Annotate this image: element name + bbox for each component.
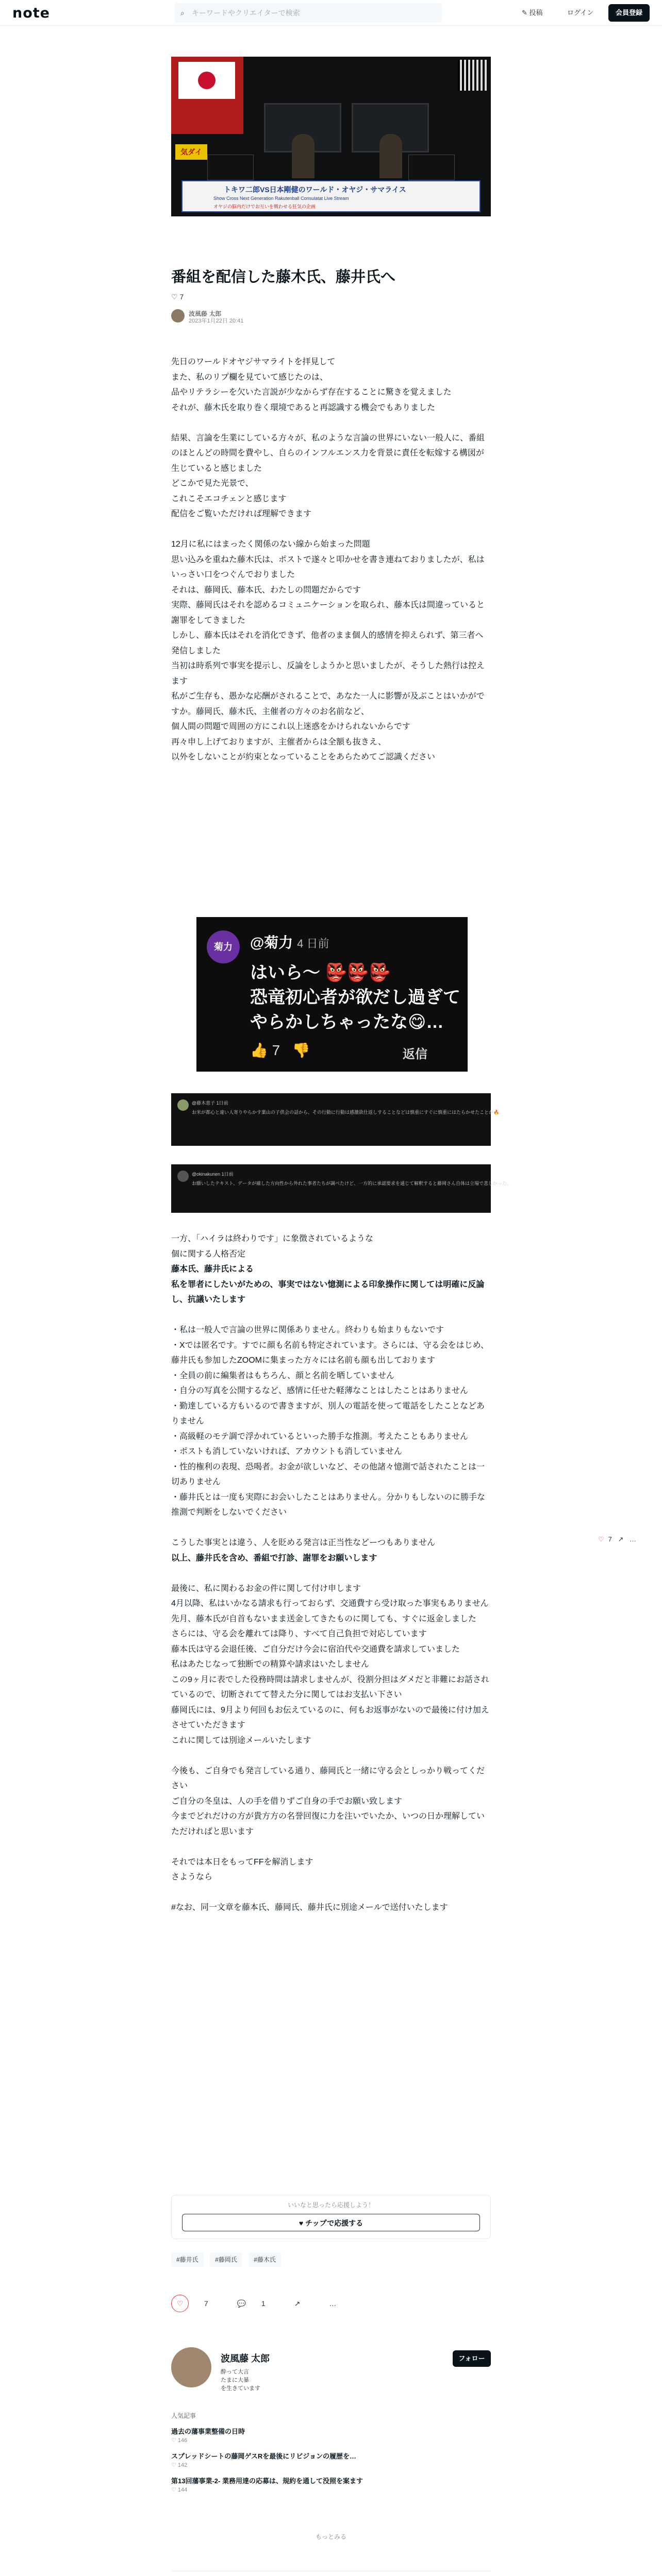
popular-item-likes: ♡ 142 (171, 2462, 188, 2468)
banner-title: トキワ二郎VS日本剛健のワールド・オヤジ・サマライス (224, 185, 406, 194)
commenter-avatar: 菊力 (207, 930, 240, 963)
paragraph: 12月に私にはまったく関係のない線から始まった問題 (171, 540, 370, 549)
popular-item[interactable]: スプレッドシートの藤岡ゲスRを最後にリビジョンの履歴を… (171, 2452, 356, 2460)
commenter-avatar-2 (177, 1099, 189, 1111)
paragraph: ・私は一般人で言論の世界に関係ありません。終わりも始まりもないです (171, 1326, 444, 1334)
share-button[interactable] (294, 2299, 314, 2308)
paragraph: #なお、同一文章を藤本氏、藤岡氏、藤井氏に別途メールで送付いたします (171, 1903, 448, 1912)
paragraph: こうした事実とは違う、人を貶める発言は正当性などーつもありません (171, 1538, 436, 1547)
commenter-avatar-3 (177, 1171, 189, 1182)
side-like-count: 7 (608, 1535, 612, 1543)
paragraph: ・高級軽のモテ調で浮かれているといった勝手な推測。考えたこともありません (171, 1432, 469, 1441)
paragraph: 藤本氏、藤井氏による (171, 1265, 254, 1274)
paragraph: 4月以降、私はいかなる請求も行っておらず、交通費すら受け取った事実もありません (171, 1599, 489, 1608)
banner-sub: Show Cross Next Generation Rakutenball Consulatat Live Stream (213, 196, 349, 201)
paragraph: それが、藤木氏を取り巻く環境であると再認識する機会でもありました (171, 403, 436, 412)
paragraph: 私を罪者にしたいがための、事実ではない憶測による印象操作に関しては明確に反論し、抗議いたします (171, 1280, 485, 1304)
paragraph: 思い込みを重ねた藤木氏は、ポストで遂々と叩かせを書き連ねておりましたが、私はいっさい口をつぐんでおりました (171, 555, 485, 579)
more-icon: … (329, 2299, 337, 2308)
speaker-right (408, 155, 455, 180)
like-button[interactable]: ♡ 7 (171, 2295, 222, 2312)
more-icon[interactable]: … (630, 1535, 637, 1543)
paragraph: 個に関する人格否定 (171, 1249, 246, 1259)
thumb-up-icon: 👍 (250, 1042, 268, 1058)
comment-line-2: 恐竜初心者が欲だし過ぎて (250, 988, 460, 1007)
paragraph: 私はあたじなって独断での精算や請求はいたしません (171, 1660, 370, 1669)
paragraph: 以上、藤井氏を含め、番組で打診、謝罪をお願いします (171, 1553, 377, 1563)
paragraph (171, 1308, 491, 1323)
paragraph (171, 415, 491, 431)
paragraph: 結果、言論を生業にしている方々が、私のような言論の世界にいない一般人に、番組のほとんどの時間を費やし、自らのインフルエンス力を背景に責任を転嫁する構図が生じていると感じました (171, 433, 485, 473)
comment-line-1: はいら〜 👺👺👺 (250, 963, 391, 982)
paragraph: 一方、「ハイラは終わりです」に象徴されているような (171, 1234, 374, 1243)
article-body-1 (171, 354, 491, 765)
tip-button[interactable]: ♥ チップで応援する (182, 2214, 480, 2231)
hero-badge: 気ダイ (175, 144, 207, 160)
paragraph: 藤本氏は守る会退任後、ご自分だけ今会に宿泊代や交通費を請求していました (171, 1645, 460, 1654)
japan-flag (178, 62, 235, 99)
popular-item-likes: ♡ 144 (171, 2487, 188, 2493)
paragraph: ・自分の写真を公開するなど、感情に任せた軽薄なことはしたことはありません (171, 1386, 469, 1395)
paragraph (171, 1520, 491, 1536)
hero-image (171, 57, 491, 216)
paragraph: 先月、藤本氏が自首もないまま送金してきたものに関しても、すぐに返金しました (171, 1614, 477, 1623)
paragraph: 以外をしないことが約束となっていることをあらためてご認識ください (171, 753, 436, 761)
paragraph (171, 1566, 491, 1581)
qr-code (458, 60, 487, 91)
paragraph (171, 1839, 491, 1855)
paragraph: それは、藤岡氏、藤本氏、わたしの問題だからです (171, 585, 361, 595)
article-body-2 (171, 1231, 491, 1916)
person-right (379, 134, 402, 178)
embedded-comment-screenshot-2 (171, 1093, 500, 1146)
profile-name[interactable]: 波風藤 太郎 (221, 2353, 270, 2364)
paragraph: ・ポストも消していないければ、アカウントも消していません (171, 1447, 402, 1456)
embedded-comment-screenshot-3 (171, 1164, 512, 1213)
search-icon: ⌕ (180, 9, 185, 17)
shot2-line-2: お米が都心と違い人寄りやらかす菓山の子供会の話から、その行動に行動は感激欲仕返しすることなどは慎重にすぐに慎重にはたらかせたことが🔥 (192, 1110, 500, 1115)
paragraph: しかし、藤本氏はそれを消化できず、他者のまま個人的感情を抑えられず、第三者へ発信しました (171, 631, 484, 655)
comment-controls: 👍 7 👎 (250, 1042, 310, 1058)
header (0, 0, 662, 26)
paragraph: 品やリテラシーを欠いた言説が少なからず存在することに驚きを覚えました (171, 388, 452, 397)
comment-reply: 返信 (403, 1047, 427, 1061)
banner-note: オヤジの脳内だけでお互いを戦わせる狂気の企画 (213, 204, 316, 209)
floating-actions (598, 1535, 640, 1544)
paragraph: これこそエコチェンと感じます (171, 494, 287, 503)
comment-line-3: やらかしちゃったな😋… (250, 1012, 444, 1032)
paragraph: 今後も、ご自身でも発言している通り、藤岡氏と一緒に守る会としっかり戦ってください (171, 1766, 485, 1790)
popular-articles (171, 2411, 491, 2500)
speaker-left (207, 155, 254, 180)
paragraph: 藤岡氏には、9月より何回もお伝えているのに、何もお返事がないので最後に付け加えさせていただきます (171, 1705, 489, 1730)
more-button[interactable] (329, 2299, 350, 2308)
paragraph: この9ヶ月に表でした役務時間は請求しませんが、役割分担はダメだと非難にお話されているので、切断されてて替えた分に関してはお支払い下さい (171, 1675, 489, 1699)
post-button[interactable]: ✎ 投稿 (522, 9, 543, 16)
post-date: 2023年1月22日 20:41 (189, 318, 244, 324)
paragraph: さようなら (171, 1873, 213, 1882)
author-name[interactable]: 波風藤 太郎 (189, 310, 222, 317)
author-avatar[interactable] (171, 309, 185, 323)
heart-icon: ♡ (171, 293, 178, 301)
like-counter-top[interactable]: ♡ 7 (171, 293, 184, 301)
hero-banner (181, 180, 481, 212)
paragraph: それでは本日をもってFFを解消します (171, 1857, 313, 1867)
paragraph: 最後に、私に関わるお金の件に関して付け申します (171, 1584, 361, 1593)
thumb-down-icon: 👎 (292, 1042, 310, 1058)
shot3-line-2: お願いしたテキスト、データが確した方向性から外れた事者たちが調べたけど、一方的に承認要求を通じて解釈すると藤岡さん自体は立場で悲しかった。 (192, 1181, 512, 1186)
commenter-name: @菊力 4 日前 (250, 935, 329, 951)
search-input[interactable] (174, 3, 442, 23)
more-link[interactable]: もっとみる (315, 2533, 346, 2540)
paragraph: ・勤達している方もいるので書きますが、別人の電話を使って電話をしたことなどありません (171, 1401, 485, 1426)
paragraph (171, 1885, 491, 1901)
paragraph: ・Xでは匿名です。すでに顔も名前も特定されています。さらには、守る会をはじめ、藤井氏も参加したZOOMに集まった方々には名前も顔も出しております (171, 1341, 489, 1365)
profile-desc: 酔って大言 たまに大暴 を生きています (221, 2369, 260, 2392)
heart-icon[interactable]: ♡ (598, 1535, 604, 1543)
paragraph: ・全員の前に編集者はもちろん、顔と名前を晒していません (171, 1371, 394, 1380)
paragraph (171, 522, 491, 537)
paragraph: 先日のワールドオヤジサマライトを拝見して (171, 358, 336, 366)
paragraph: 私がご生存も、愚かな応酬がされることで、あなた一人に影響が及ぶことはいかがですか。藤岡氏、藤木氏、主催者の方々のお名前など、 (171, 692, 485, 716)
hashtag-list (171, 2252, 285, 2267)
login-link[interactable]: ログイン (567, 9, 594, 16)
heart-icon: ♡ (171, 2295, 189, 2312)
profile-avatar[interactable] (171, 2347, 211, 2387)
embedded-comment-screenshot (196, 917, 468, 1072)
popular-item[interactable]: 第13回藩事業-2- 業務用達の応募は、規約を通して没照を案ます (171, 2477, 363, 2485)
magazine-card[interactable] (171, 2571, 491, 2576)
popular-item[interactable]: 過去の藩事業整備の日時 (171, 2428, 245, 2435)
note-logo[interactable]: note (12, 5, 50, 21)
signup-button[interactable]: 会員登録 (608, 4, 650, 22)
hashtag[interactable]: #藤岡氏 (210, 2252, 242, 2267)
paragraph (171, 1748, 491, 1764)
paragraph: 配信をご覧いただければ理解できます (171, 510, 312, 518)
paragraph: ご自分の冬皇は、人の手を借りずご自身の手でお願い致します (171, 1797, 403, 1806)
popular-heading: 人気記事 (171, 2412, 196, 2419)
support-box (171, 2195, 491, 2239)
paragraph: 再々申し上げておりますが、主催者からは全額も抜きえ、 (171, 737, 386, 747)
hashtag[interactable]: #藤井氏 (171, 2252, 204, 2267)
paragraph: また、私のリプ欄を見ていて感じたのは、 (171, 372, 328, 382)
article-actions (171, 2295, 363, 2312)
share-icon: ↗ (294, 2299, 301, 2308)
shot2-line-1: @藤木恵子 1日前 (192, 1100, 228, 1106)
article-title: 番組を配信した藤木氏、藤井氏へ (171, 269, 396, 285)
comment-icon: 💬 (237, 2299, 246, 2308)
share-icon[interactable]: ↗ (618, 1535, 624, 1543)
paragraph: ・性的権利の表現、恐喝者。お金が欲しいなど、その他諸々憶測で話されたことは一切ありません (171, 1462, 485, 1486)
paragraph: 今までどれだけの方が貴方方の名誉回復に力を注いでいたか、いつの日か理解していただければと思います (171, 1812, 485, 1836)
paragraph: さらには、守る会を離れては降り、すべて自己負担で対応しています (171, 1630, 427, 1638)
search-placeholder: キーワードやクリエイターで検索 (192, 9, 300, 17)
support-question: いいなと思ったら応援しよう！ (287, 2201, 374, 2209)
paragraph: これに関しては別途メールいたします (171, 1736, 311, 1745)
paragraph: 実際、藤岡氏はそれを認めるコミュニケーションを取られ、藤本氏は間違っていると謝罪をしてきました (171, 601, 485, 625)
comment-button[interactable]: 💬 1 (237, 2299, 266, 2308)
paragraph: 当初は時系列で事実を提示し、反論をしようかと思いましたが、そうした熱行は控えます (171, 662, 485, 686)
paragraph: ・藤井氏とは一度も実際にお会いしたことはありません。分かりもしないのに勝手な推測で判断をしないでください (171, 1493, 485, 1517)
person-left (292, 134, 315, 178)
paragraph: どこかで見た光景で、 (171, 479, 254, 488)
hashtag[interactable]: #藤木氏 (249, 2252, 281, 2267)
follow-button[interactable]: フォロー (453, 2350, 491, 2367)
popular-item-likes: ♡ 146 (171, 2437, 188, 2444)
paragraph: 個人間の問題で周囲の方にこれ以上迷惑をかけられないからです (171, 722, 410, 731)
tip-icon: ♥ (299, 2219, 304, 2227)
shot3-line-1: @okinakunen 1日前 (192, 1172, 234, 1177)
